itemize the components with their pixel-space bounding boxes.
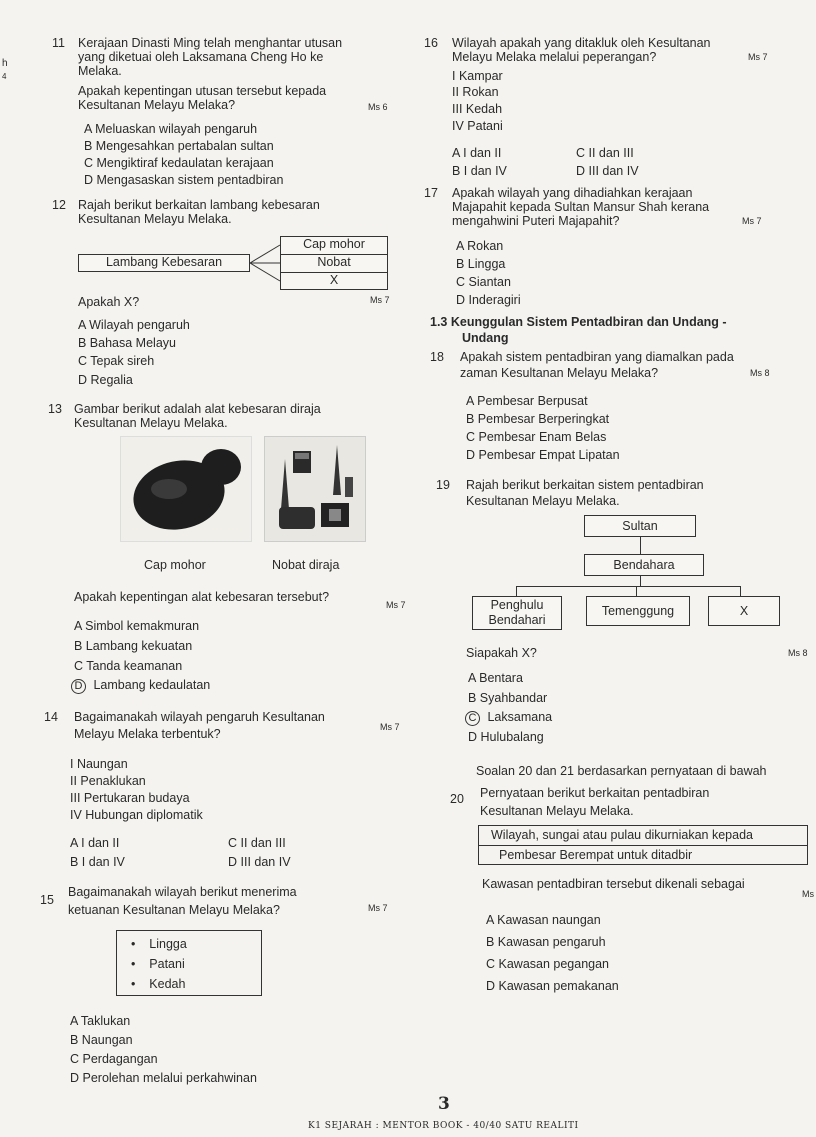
footer-text: K1 SEJARAH : MENTOR BOOK - 40/40 SATU REALITI xyxy=(308,1121,579,1131)
option-b[interactable]: B I dan IV xyxy=(70,855,125,869)
option-d[interactable]: D Perolehan melalui perkahwinan xyxy=(70,1071,257,1085)
question-stem: mengahwini Puteri Majapahit? xyxy=(452,214,620,228)
option-d[interactable]: D Inderagiri xyxy=(456,293,521,307)
option-d[interactable]: D Regalia xyxy=(78,373,133,387)
option-d[interactable]: D Hulubalang xyxy=(468,730,544,744)
question-number: 17 xyxy=(424,186,438,200)
section-intro: Soalan 20 dan 21 berdasarkan pernyataan di bawah xyxy=(476,764,767,778)
question-stem: Pernyataan berikut berkaitan pentadbiran xyxy=(480,786,710,800)
option-c[interactable]: C Pembesar Enam Belas xyxy=(466,430,607,444)
question-stem: zaman Kesultanan Melayu Melaka? xyxy=(460,366,659,380)
option-d-label: Lambang kedaulatan xyxy=(93,678,211,692)
nobat-icon xyxy=(265,437,365,541)
question-stem: Majapahit kepada Sultan Mansur Shah kerana xyxy=(452,200,710,214)
option-b[interactable]: B Lambang kekuatan xyxy=(74,639,193,653)
item-box xyxy=(280,236,388,254)
question-number: 13 xyxy=(48,402,62,416)
mark-label: Ms 6 xyxy=(368,102,388,112)
org-box-sultan xyxy=(584,515,696,537)
item-box xyxy=(280,254,388,272)
mark-label: Ms 7 xyxy=(748,52,768,62)
org-line xyxy=(636,586,637,596)
question-number: 19 xyxy=(436,478,450,492)
statement-i: I Naungan xyxy=(70,757,128,771)
mark-label: Ms 7 xyxy=(370,295,390,305)
org-label: X xyxy=(739,604,749,618)
statement-iii: III Pertukaran budaya xyxy=(70,791,190,805)
image-caption: Cap mohor xyxy=(144,558,206,572)
option-c-label: Laksamana xyxy=(487,710,553,724)
connector-lines xyxy=(248,236,282,290)
option-a[interactable]: A Meluaskan wilayah pengaruh xyxy=(84,122,258,136)
question-number: 11 xyxy=(52,36,65,50)
org-box-temenggung xyxy=(586,596,690,626)
option-a[interactable]: A Rokan xyxy=(456,239,504,253)
mark-label: Ms 7 xyxy=(386,600,406,610)
option-c[interactable]: C II dan III xyxy=(576,146,634,160)
statement-line: Wilayah, sungai atau pulau dikurniakan kepada xyxy=(491,828,753,842)
option-d[interactable]: D Pembesar Empat Lipatan xyxy=(466,448,620,462)
option-a[interactable]: A Bentara xyxy=(468,671,523,685)
org-box-bendahara xyxy=(584,554,704,576)
option-d[interactable] xyxy=(74,678,210,694)
statement-iv: IV Patani xyxy=(452,119,503,133)
option-a[interactable]: A Wilayah pengaruh xyxy=(78,318,190,332)
mark-label: Ms xyxy=(802,889,814,899)
option-b[interactable]: B Syahbandar xyxy=(468,691,548,705)
option-c[interactable]: C Kawasan pegangan xyxy=(486,957,610,971)
question-stem: Gambar berikut adalah alat kebesaran diraja xyxy=(74,402,321,416)
option-a[interactable]: A I dan II xyxy=(70,836,120,850)
question-stem: Kesultanan Melayu Melaka. xyxy=(78,212,232,226)
option-b[interactable]: B Lingga xyxy=(456,257,506,271)
option-c[interactable]: C Tepak sireh xyxy=(78,354,155,368)
option-d[interactable]: D III dan IV xyxy=(576,164,639,178)
option-a[interactable]: A Kawasan naungan xyxy=(486,913,601,927)
option-c[interactable]: C Perdagangan xyxy=(70,1052,158,1066)
question-ask: Apakah X? xyxy=(78,295,140,309)
question-number: 15 xyxy=(40,893,54,907)
question-number: 20 xyxy=(450,792,464,806)
option-a[interactable]: A I dan II xyxy=(452,146,502,160)
question-ask: Apakah kepentingan utusan tersebut kepada xyxy=(78,84,327,98)
cap-mohor-icon xyxy=(121,437,251,541)
question-stem: Wilayah apakah yang ditakluk oleh Kesultanan xyxy=(452,36,711,50)
question-stem: Rajah berikut berkaitan lambang kebesaran xyxy=(78,198,320,212)
question-stem: yang diketuai oleh Laksamana Cheng Ho ke xyxy=(78,50,324,64)
question-number: 12 xyxy=(52,198,66,212)
question-ask: Kawasan pentadbiran tersebut dikenali sebagai xyxy=(482,877,745,891)
option-b[interactable]: B Bahasa Melayu xyxy=(78,336,176,350)
question-stem: Melaka. xyxy=(78,64,122,78)
cap-mohor-image xyxy=(120,436,252,542)
statement-box xyxy=(478,825,808,865)
bullet-item: • Patani xyxy=(131,957,185,971)
question-stem: Bagaimanakah wilayah pengaruh Kesultanan xyxy=(74,710,325,724)
nobat-image xyxy=(264,436,366,542)
org-label: Bendahari xyxy=(488,613,546,627)
option-c[interactable]: C Mengiktiraf kedaulatan kerajaan xyxy=(84,156,274,170)
option-b[interactable]: B Kawasan pengaruh xyxy=(486,935,606,949)
option-c[interactable]: C Tanda keamanan xyxy=(74,659,183,673)
statement-line: Pembesar Berempat untuk ditadbir xyxy=(499,848,693,862)
question-stem: Kesultanan Melayu Melaka. xyxy=(74,416,228,430)
mark-label: Ms 7 xyxy=(742,216,762,226)
item-label: Cap mohor xyxy=(303,237,365,251)
option-d[interactable]: D Mengasaskan sistem pentadbiran xyxy=(84,173,284,187)
option-c[interactable]: C II dan III xyxy=(228,836,286,850)
statement-iv: IV Hubungan diplomatik xyxy=(70,808,203,822)
org-line xyxy=(516,586,517,596)
option-b[interactable]: B Pembesar Berperingkat xyxy=(466,412,610,426)
bullet-item: • Lingga xyxy=(131,937,187,951)
question-stem: Melayu Melaka terbentuk? xyxy=(74,727,221,741)
mark-label: Ms 7 xyxy=(368,903,388,913)
org-line xyxy=(640,576,641,586)
question-ask: Kesultanan Melayu Melaka? xyxy=(78,98,236,112)
org-label: Sultan xyxy=(622,519,658,533)
question-ask: Siapakah X? xyxy=(466,646,537,660)
wilayah-box xyxy=(116,930,262,996)
section-title: 1.3 Keunggulan Sistem Pentadbiran dan Undang - xyxy=(430,315,727,329)
left-box-label: Lambang Kebesaran xyxy=(105,255,223,269)
question-stem: Kesultanan Melayu Melaka. xyxy=(480,804,634,818)
org-label: Penghulu xyxy=(490,598,544,612)
option-c[interactable] xyxy=(468,710,552,726)
margin-mark: 4 xyxy=(2,72,7,81)
question-stem: Apakah wilayah yang dihadiahkan kerajaan xyxy=(452,186,693,200)
question-number: 14 xyxy=(44,710,58,724)
option-d[interactable]: D III dan IV xyxy=(228,855,291,869)
question-stem: ketuanan Kesultanan Melayu Melaka? xyxy=(68,903,280,917)
option-b[interactable]: B Mengesahkan pertabalan sultan xyxy=(84,139,274,153)
bullet-item: • Kedah xyxy=(131,977,186,991)
question-stem: Bagaimanakah wilayah berikut menerima xyxy=(68,885,297,899)
statement-ii: II Rokan xyxy=(452,85,499,99)
option-a[interactable]: A Taklukan xyxy=(70,1014,131,1028)
question-ask: Apakah kepentingan alat kebesaran tersebut? xyxy=(74,590,330,604)
item-label: X xyxy=(329,273,339,287)
option-a[interactable]: A Simbol kemakmuran xyxy=(74,619,200,633)
question-number: 18 xyxy=(430,350,444,364)
question-number: 16 xyxy=(424,36,438,50)
question-stem: Kesultanan Melayu Melaka. xyxy=(466,494,620,508)
question-stem: Rajah berikut berkaitan sistem pentadbiran xyxy=(466,478,704,492)
option-d[interactable]: D Kawasan pemakanan xyxy=(486,979,619,993)
option-b[interactable]: B I dan IV xyxy=(452,164,507,178)
org-label: Bendahara xyxy=(613,558,675,572)
option-b[interactable]: B Naungan xyxy=(70,1033,133,1047)
statement-ii: II Penaklukan xyxy=(70,774,146,788)
question-stem: Kerajaan Dinasti Ming telah menghantar utusan xyxy=(78,36,343,50)
left-box xyxy=(78,254,250,272)
statement-iii: III Kedah xyxy=(452,102,503,116)
org-line xyxy=(640,537,641,554)
mark-label: Ms 7 xyxy=(380,722,400,732)
margin-mark: h xyxy=(2,58,8,69)
item-label: Nobat xyxy=(317,255,351,269)
page-number: 3 xyxy=(438,1094,450,1114)
item-box xyxy=(280,272,388,290)
selected-answer-circle: C xyxy=(465,711,480,726)
org-line xyxy=(740,586,741,596)
org-box-x xyxy=(708,596,780,626)
option-c[interactable]: C Siantan xyxy=(456,275,511,289)
option-a[interactable]: A Pembesar Berpusat xyxy=(466,394,588,408)
org-line xyxy=(516,586,741,587)
mark-label: Ms 8 xyxy=(750,368,770,378)
mark-label: Ms 8 xyxy=(788,648,808,658)
org-box-penghulu-bendahari xyxy=(472,596,562,630)
org-label: Temenggung xyxy=(601,604,675,618)
question-stem: Melayu Melaka melalui peperangan? xyxy=(452,50,657,64)
question-stem: Apakah sistem pentadbiran yang diamalkan pada xyxy=(460,350,734,364)
section-title: Undang xyxy=(462,331,509,345)
image-caption: Nobat diraja xyxy=(272,558,340,572)
selected-answer-circle: D xyxy=(71,679,86,694)
statement-i: I Kampar xyxy=(452,69,503,83)
